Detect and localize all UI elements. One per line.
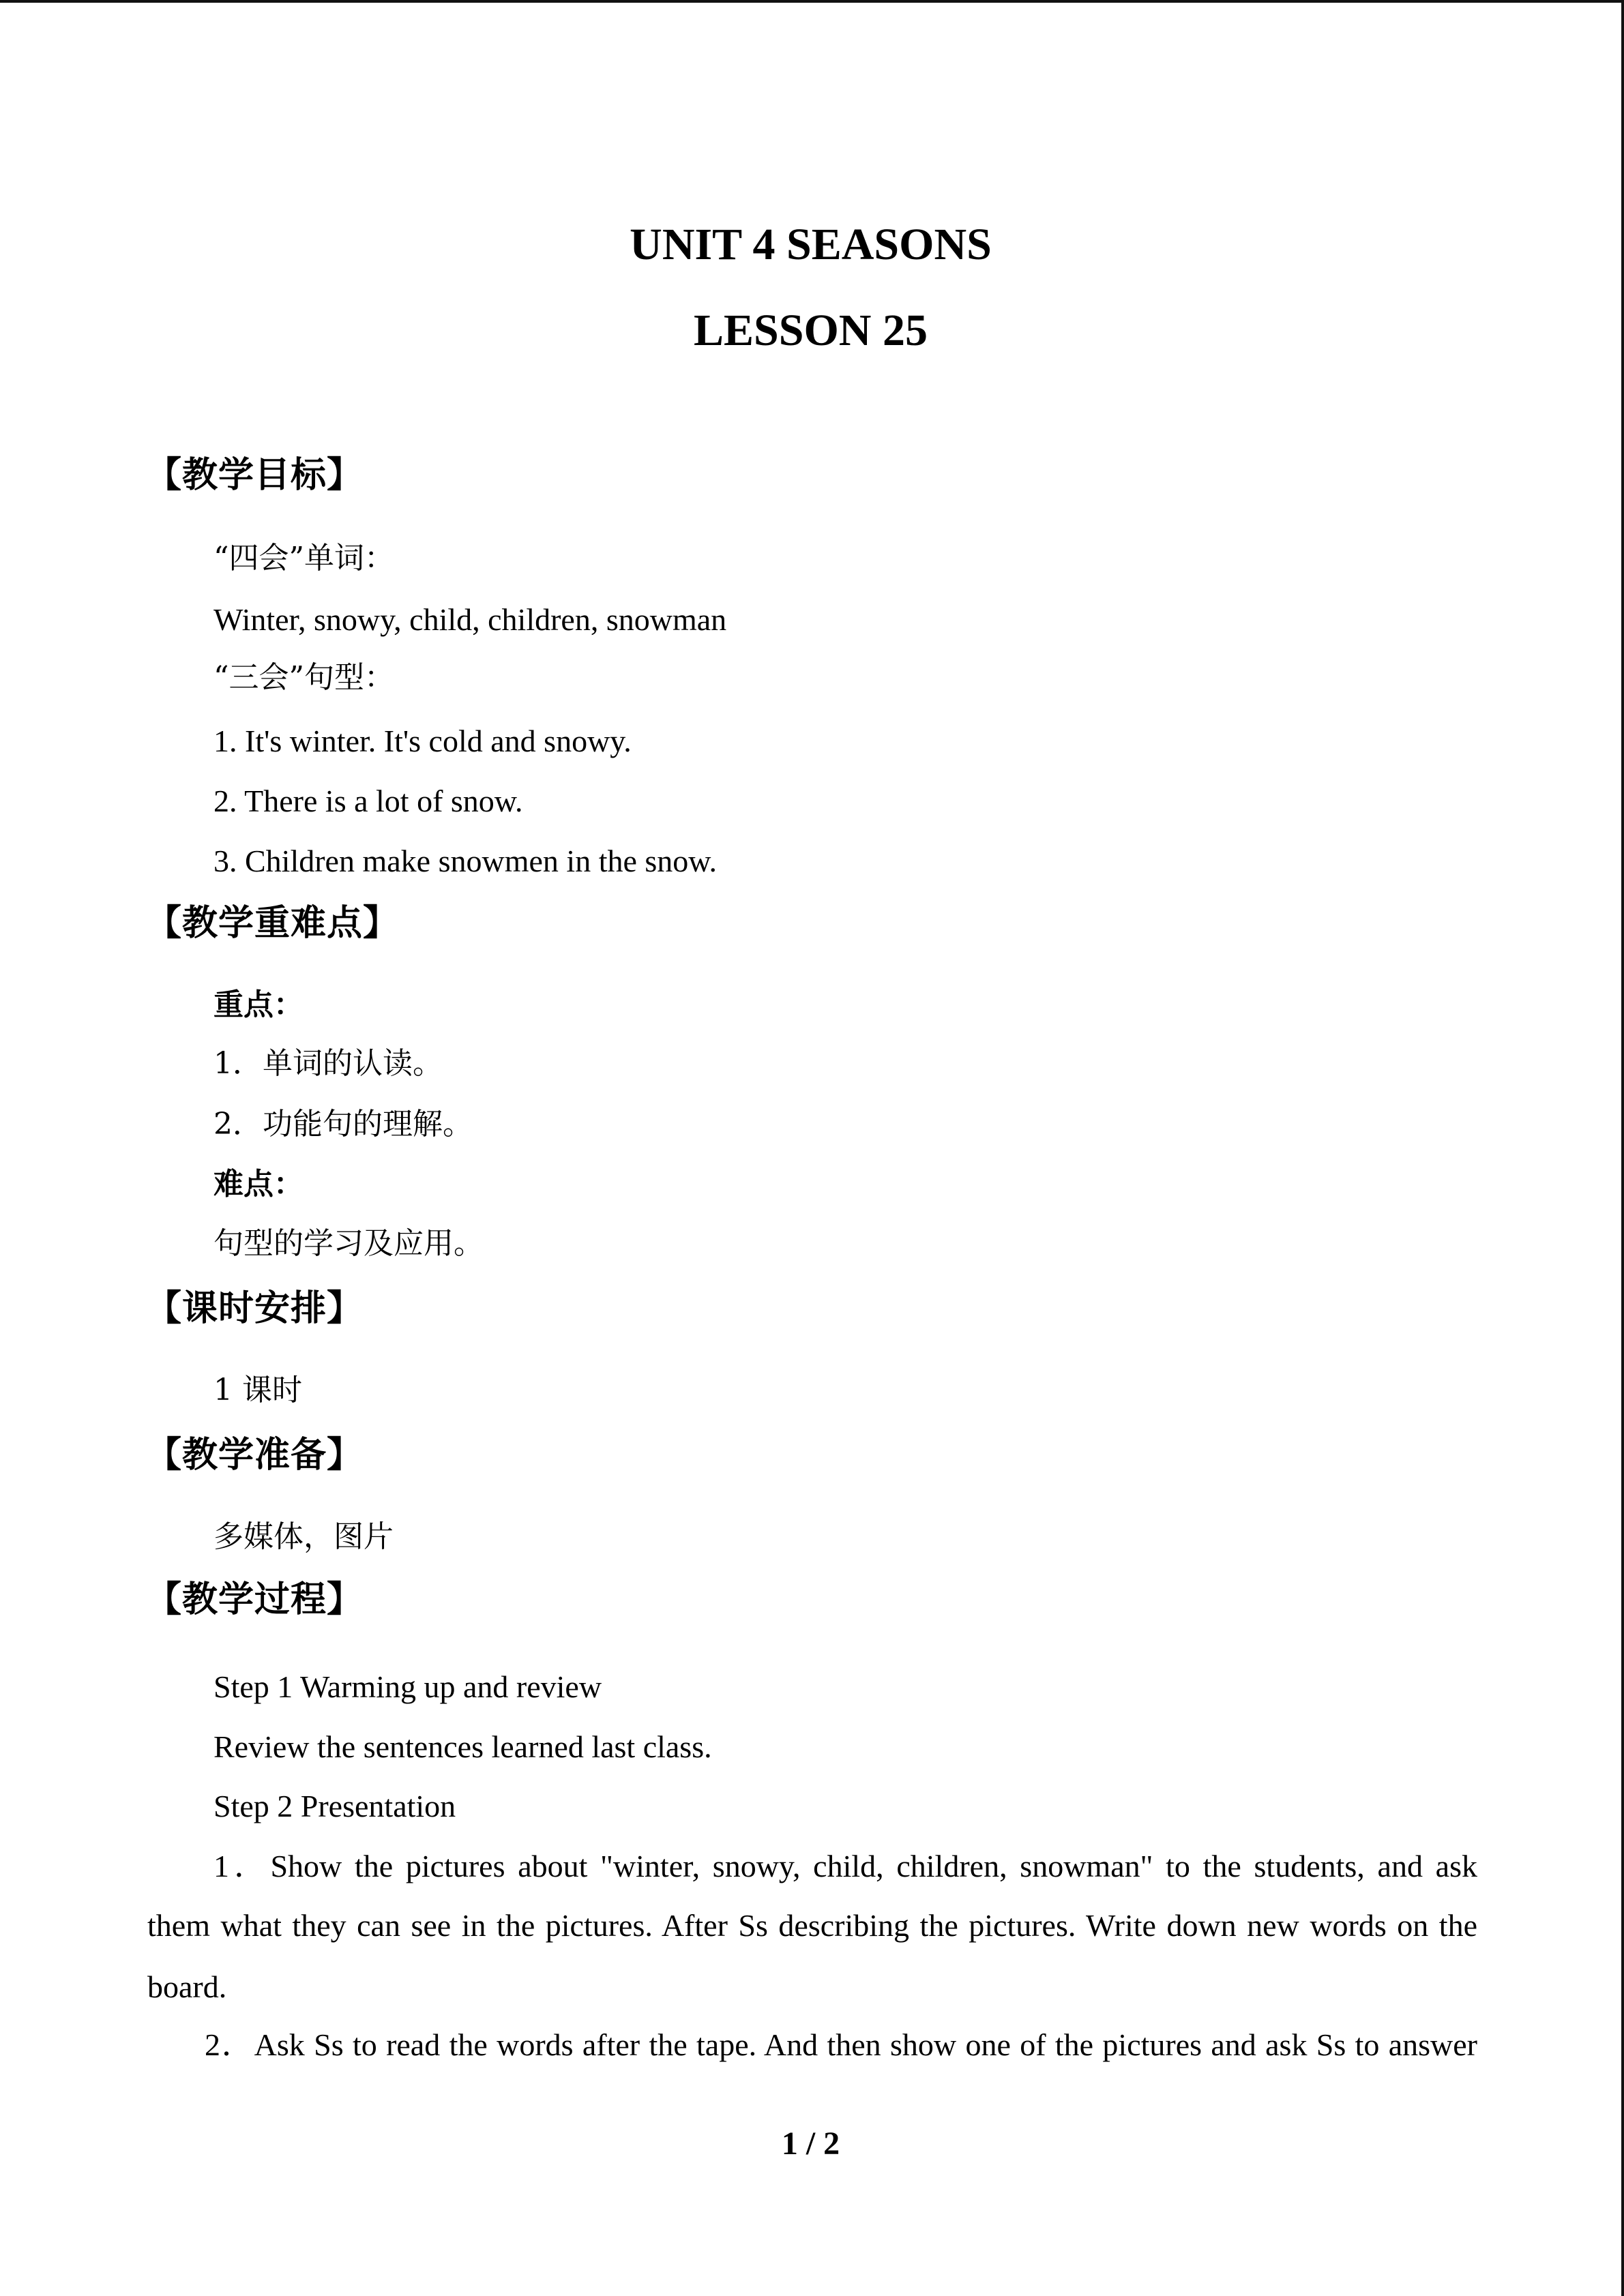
sentence-item: 1. It's winter. It's cold and snowy. xyxy=(213,724,632,758)
step2-paragraph2-line: 2．Ask Ss to read the words after the tape. And then show one of the pictures and ask Ss to answer xyxy=(205,2027,1477,2062)
lesson-subtitle: LESSON 25 xyxy=(694,305,928,355)
focus-label: 重点： xyxy=(213,987,304,1022)
focus-item: 2．功能句的理解。 xyxy=(213,1107,473,1142)
step2-paragraph1-line: board. xyxy=(147,1969,227,2004)
vocab-label: “四会”单词： xyxy=(213,541,394,576)
section-heading-schedule: 【课时安排】 xyxy=(146,1288,364,1329)
page-number: 1 / 2 xyxy=(781,2126,840,2162)
step2-paragraph1-line: them what they can see in the pictures. After Ss describing the pictures. Write down new words on the xyxy=(147,1908,1477,1943)
section-heading-key-points: 【教学重难点】 xyxy=(146,903,400,944)
sentence-label: “三会”句型： xyxy=(213,660,394,695)
step2-title: Step 2 Presentation xyxy=(213,1789,456,1823)
section-heading-process: 【教学过程】 xyxy=(146,1579,364,1620)
step1-text: Review the sentences learned last class. xyxy=(213,1729,712,1764)
sentence-item: 2. There is a lot of snow. xyxy=(213,784,523,818)
document-title: UNIT 4 SEASONS xyxy=(630,220,992,269)
section-heading-objectives: 【教学目标】 xyxy=(146,455,364,496)
sentence-item: 3. Children make snowmen in the snow. xyxy=(213,844,718,878)
section-heading-preparation: 【教学准备】 xyxy=(146,1435,364,1476)
step2-paragraph1-line: 1．Show the pictures about "winter, snowy, child, children, snowman" to the students, and ask xyxy=(213,1849,1477,1883)
schedule-text: 1 课时 xyxy=(213,1373,302,1407)
preparation-text: 多媒体，图片 xyxy=(213,1519,394,1554)
difficulty-text: 句型的学习及应用。 xyxy=(213,1226,484,1261)
step1-title: Step 1 Warming up and review xyxy=(213,1669,602,1704)
focus-item: 1．单词的认读。 xyxy=(213,1046,443,1081)
difficulty-label: 难点： xyxy=(213,1167,304,1202)
vocab-words: Winter, snowy, child, children, snowman xyxy=(213,602,727,637)
